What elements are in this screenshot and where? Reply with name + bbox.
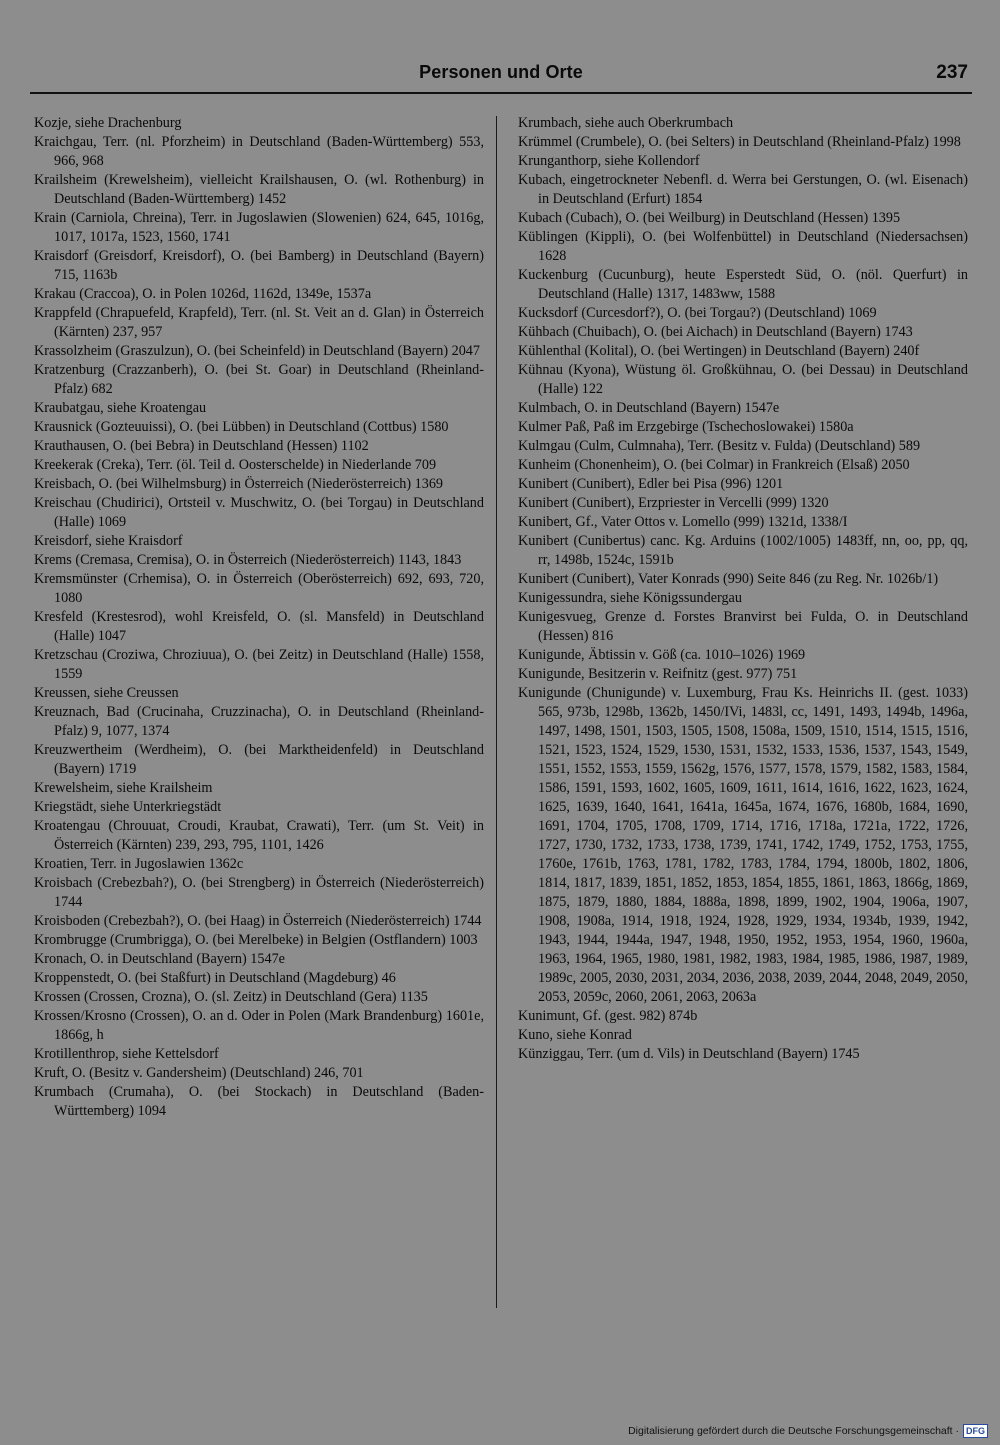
index-entry: Krems (Cremasa, Cremisa), O. in Österreich (Niederösterreich) 1143, 1843 (34, 552, 462, 568)
index-entry: Kulmgau (Culm, Culmnaha), Terr. (Besitz v. Fulda) (Deutschland) 589 (518, 438, 921, 454)
index-entry: Kühlenthal (Kolital), O. (bei Wertingen) in Deutschland (Bayern) 240f (518, 343, 920, 359)
index-entry: Kunigunde (Chunigunde) v. Luxemburg, Frau Ks. Heinrichs II. (gest. 1033) 565, 973b, 1298b, 1362b, 1450/IVi, 1483l, cc, 1491, 1493, 1494b, 1496a, 1497, 1498, 1501, 1503, 1505, 1508, 1508a, 1509, 1510, 1514, 1515, 1516, 1521, 1523, 1524, 1529, 1530, 1531, 1532, 1533, 1536, 1537, 1543, 1549, 1551, 1552, 1553, 1559, 1562g, 1576, 1577, 1578, 1579, 1582, 1583, 1584, 1586, 1591, 1593, 1602, 1605, 1609, 1611, 1614, 1616, 1622, 1623, 1624, 1625, 1639, 1640, 1641, 1641a, 1645a, 1674, 1676, 1680b, 1684, 1690, 1691, 1704, 1705, 1708, 1709, 1714, 1716, 1718a, 1721a, 1722, 1726, 1727, 1730, 1732, 1733, 1738, 1739, 1741, 1742, 1749, 1752, 1753, 1755, 1760e, 1761b, 1763, 1781, 1782, 1783, 1784, 1794, 1800b, 1802, 1806, 1814, 1817, 1839, 1851, 1852, 1853, 1854, 1855, 1861, 1863, 1866g, 1869, 1875, 1879, 1880, 1884, 1888a, 1898, 1899, 1902, 1904, 1906a, 1907, 1908, 1908a, 1914, 1918, 1924, 1928, 1929, 1934, 1934b, 1939, 1942, 1943, 1944, 1944a, 1947, 1948, 1950, 1952, 1953, 1954, 1960, 1960a, 1963, 1964, 1965, 1980, 1981, 1982, 1983, 1984, 1985, 1986, 1987, 1989, 1989c, 2005, 2030, 2031, 2034, 2036, 2038, 2039, 2044, 2048, 2049, 2050, 2053, 2059c, 2060, 2061, 2063, 2063a (518, 685, 968, 1005)
page-title: Personen und Orte (419, 62, 583, 82)
index-entry: Krombrugge (Crumbrigga), O. (bei Merelbeke) in Belgien (Ostflandern) 1003 (34, 932, 478, 948)
index-entry: Kreisdorf, siehe Kraisdorf (34, 533, 183, 549)
index-entry: Kunibert (Cunibert), Edler bei Pisa (996) 1201 (518, 476, 784, 492)
index-entry: Kozje, siehe Drachenburg (34, 115, 182, 131)
right-column (518, 114, 968, 1064)
index-entry: Küblingen (Kippli), O. (bei Wolfenbüttel) in Deutschland (Niedersachsen) 1628 (518, 229, 968, 264)
index-entry: Kunigessundra, siehe Königssundergau (518, 590, 742, 606)
index-entry: Kubach (Cubach), O. (bei Weilburg) in Deutschland (Hessen) 1395 (518, 210, 901, 226)
index-entry: Krappfeld (Chrapuefeld, Krapfeld), Terr. (nl. St. Veit an d. Glan) in Österreich (Kärnten) 237, 957 (34, 305, 484, 340)
index-entry: Kucksdorf (Curcesdorf?), O. (bei Torgau?) (Deutschland) 1069 (518, 305, 877, 321)
left-column (34, 114, 484, 1121)
index-entry: Krain (Carniola, Chreina), Terr. in Jugoslawien (Slowenien) 624, 645, 1016g, 1017, 1017a, 1523, 1560, 1741 (34, 210, 484, 245)
index-entry: Krumbach, siehe auch Oberkrumbach (518, 115, 734, 131)
index-entry: Krakau (Craccoa), O. in Polen 1026d, 1162d, 1349e, 1537a (34, 286, 372, 302)
index-entry: Kreuznach, Bad (Crucinaha, Cruzzinacha), O. in Deutschland (Rheinland-Pfalz) 9, 1077, 1374 (34, 704, 484, 739)
footer-credit (628, 1424, 988, 1438)
index-entry: Krauthausen, O. (bei Bebra) in Deutschland (Hessen) 1102 (34, 438, 369, 454)
index-entry: Kronach, O. in Deutschland (Bayern) 1547e (34, 951, 285, 967)
index-entry: Kretzschau (Croziwa, Chroziuua), O. (bei Zeitz) in Deutschland (Halle) 1558, 1559 (34, 647, 484, 682)
index-entry: Kreekerak (Creka), Terr. (öl. Teil d. Oosterschelde) in Niederlande 709 (34, 457, 437, 473)
dfg-logo: DFG (963, 1424, 988, 1438)
index-entry: Kriegstädt, siehe Unterkriegstädt (34, 799, 222, 815)
index-entry: Kunibert (Cunibertus) canc. Kg. Arduins (1002/1005) 1483ff, nn, oo, pp, qq, rr, 1498b, 1524c, 1591b (518, 533, 968, 568)
index-entry: Kuno, siehe Konrad (518, 1027, 632, 1043)
index-entry: Kunigesvueg, Grenze d. Forstes Branvirst bei Fulda, O. in Deutschland (Hessen) 816 (518, 609, 968, 644)
index-entry: Kunibert (Cunibert), Erzpriester in Vercelli (999) 1320 (518, 495, 829, 511)
index-entry: Kroatengau (Chrouuat, Croudi, Kraubat, Crawati), Terr. (um St. Veit) in Österreich (Kärnten) 239, 293, 795, 1101, 1426 (34, 818, 484, 853)
index-entry: Kulmer Paß, Paß im Erzgebirge (Tschechoslowakei) 1580a (518, 419, 854, 435)
index-entry: Kubach, eingetrockneter Nebenfl. d. Werra bei Gerstungen, O. (wl. Eisenach) in Deutschland (Erfurt) 1854 (518, 172, 968, 207)
index-entry: Kreisbach, O. (bei Wilhelmsburg) in Österreich (Niederösterreich) 1369 (34, 476, 444, 492)
index-entry: Kunibert (Cunibert), Vater Konrads (990) Seite 846 (zu Reg. Nr. 1026b/1) (518, 571, 939, 587)
index-entry: Kraubatgau, siehe Kroatengau (34, 400, 207, 416)
index-entry: Kulmbach, O. in Deutschland (Bayern) 1547e (518, 400, 780, 416)
index-entry: Krumbach (Crumaha), O. (bei Stockach) in Deutschland (Baden-Württemberg) 1094 (34, 1084, 484, 1119)
index-entry: Kreischau (Chudirici), Ortsteil v. Muschwitz, O. (bei Torgau) in Deutschland (Halle) 1069 (34, 495, 484, 530)
index-entry: Kreuzwertheim (Werdheim), O. (bei Marktheidenfeld) in Deutschland (Bayern) 1719 (34, 742, 484, 777)
footer-text: Digitalisierung gefördert durch die Deutsche Forschungsgemeinschaft · (628, 1424, 959, 1437)
index-entry: Krailsheim (Krewelsheim), vielleicht Krailshausen, O. (wl. Rothenburg) in Deutschland (Baden-Württemberg) 1452 (34, 172, 484, 207)
index-entry: Krausnick (Gozteuuissi), O. (bei Lübben) in Deutschland (Cottbus) 1580 (34, 419, 449, 435)
index-entry: Kunigunde, Äbtissin v. Göß (ca. 1010–1026) 1969 (518, 647, 806, 663)
index-entry: Kroatien, Terr. in Jugoslawien 1362c (34, 856, 244, 872)
index-entry: Kunheim (Chonenheim), O. (bei Colmar) in Frankreich (Elsaß) 2050 (518, 457, 910, 473)
index-entry: Kratzenburg (Crazzanberh), O. (bei St. Goar) in Deutschland (Rheinland-Pfalz) 682 (34, 362, 484, 397)
index-entry: Krümmel (Crumbele), O. (bei Selters) in Deutschland (Rheinland-Pfalz) 1998 (518, 134, 961, 150)
index-entry: Krossen/Krosno (Crossen), O. an d. Oder in Polen (Mark Brandenburg) 1601e, 1866g, h (34, 1008, 484, 1043)
index-entry: Krossen (Crossen, Crozna), O. (sl. Zeitz) in Deutschland (Gera) 1135 (34, 989, 428, 1005)
index-entry: Kraisdorf (Greisdorf, Kreisdorf), O. (bei Bamberg) in Deutschland (Bayern) 715, 1163b (34, 248, 484, 283)
index-entry: Kremsmünster (Crhemisa), O. in Österreich (Oberösterreich) 692, 693, 720, 1080 (34, 571, 484, 606)
running-header (30, 58, 972, 94)
index-entry: Kühnau (Kyona), Wüstung öl. Großkühnau, O. (bei Dessau) in Deutschland (Halle) 122 (518, 362, 968, 397)
page-number: 237 (936, 62, 968, 83)
index-entry: Kresfeld (Krestesrod), wohl Kreisfeld, O. (sl. Mansfeld) in Deutschland (Halle) 1047 (34, 609, 484, 644)
index-entry: Krotillenthrop, siehe Kettelsdorf (34, 1046, 219, 1062)
index-entry: Krewelsheim, siehe Krailsheim (34, 780, 213, 796)
index-entry: Kroisbach (Crebezbah?), O. (bei Strengberg) in Österreich (Niederösterreich) 1744 (34, 875, 484, 910)
index-entry: Kunigunde, Besitzerin v. Reifnitz (gest. 977) 751 (518, 666, 798, 682)
column-divider (496, 116, 497, 1308)
index-entry: Kunibert, Gf., Vater Ottos v. Lomello (999) 1321d, 1338/I (518, 514, 848, 530)
index-entry: Kreussen, siehe Creussen (34, 685, 179, 701)
index-entry: Kuckenburg (Cucunburg), heute Esperstedt Süd, O. (nöl. Querfurt) in Deutschland (Halle) 1317, 1483ww, 1588 (518, 267, 968, 302)
index-entry: Kruft, O. (Besitz v. Gandersheim) (Deutschland) 246, 701 (34, 1065, 364, 1081)
index-entry: Kroisboden (Crebezbah?), O. (bei Haag) in Österreich (Niederösterreich) 1744 (34, 913, 482, 929)
index-entry: Kunimunt, Gf. (gest. 982) 874b (518, 1008, 698, 1024)
index-entry: Krassolzheim (Graszulzun), O. (bei Scheinfeld) in Deutschland (Bayern) 2047 (34, 343, 480, 359)
index-entry: Künziggau, Terr. (um d. Vils) in Deutschland (Bayern) 1745 (518, 1046, 860, 1062)
index-entry: Kraichgau, Terr. (nl. Pforzheim) in Deutschland (Baden-Württemberg) 553, 966, 968 (34, 134, 484, 169)
index-entry: Kroppenstedt, O. (bei Staßfurt) in Deutschland (Magdeburg) 46 (34, 970, 396, 986)
index-entry: Krunganthorp, siehe Kollendorf (518, 153, 700, 169)
index-entry: Kühbach (Chuibach), O. (bei Aichach) in Deutschland (Bayern) 1743 (518, 324, 913, 340)
